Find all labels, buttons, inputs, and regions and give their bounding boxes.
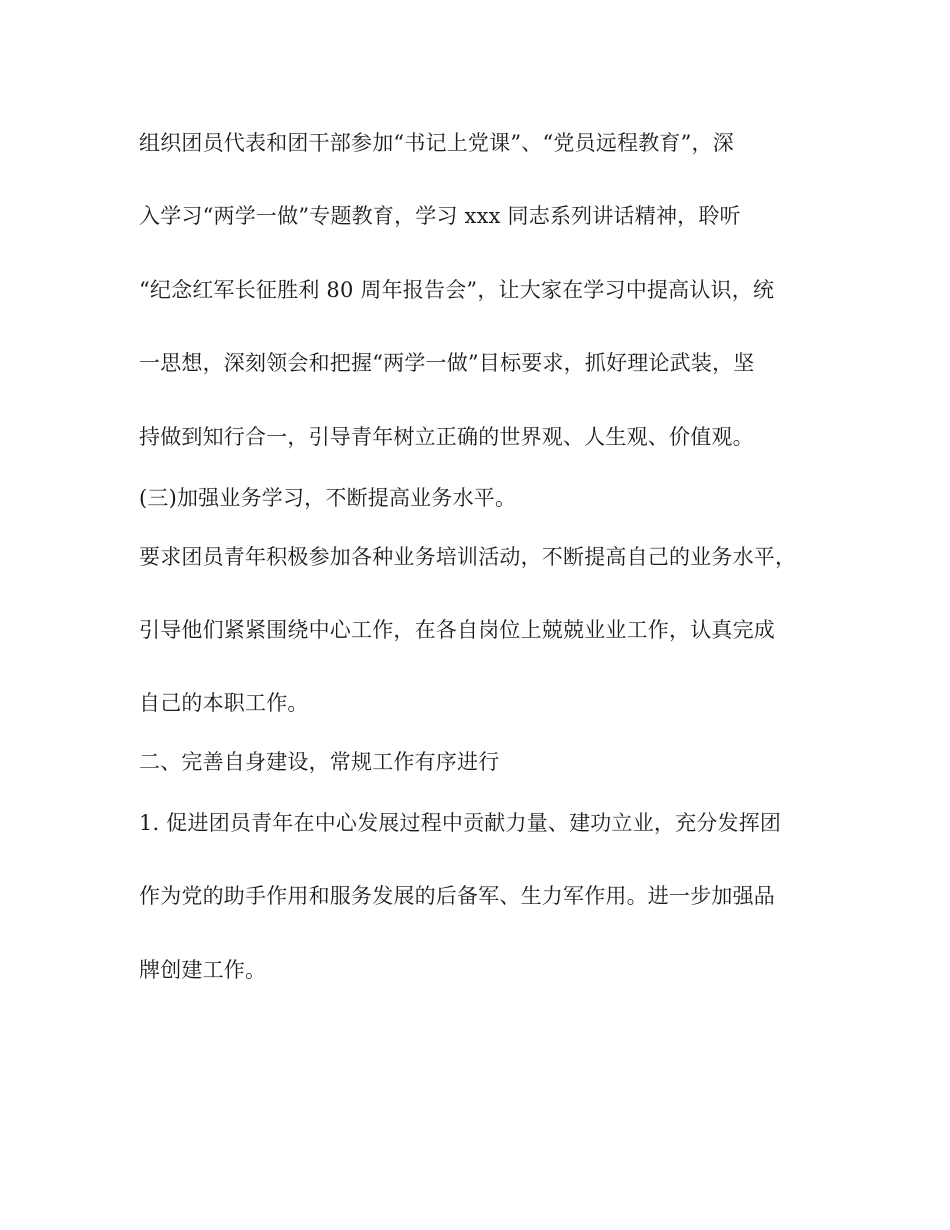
paragraph-line: 组织团员代表和团干部参加“书记上党课”、“党员远程教育”，深	[139, 131, 734, 155]
paragraph-line: 1. 促进团员青年在中心发展过程中贡献力量、建功立业，充分发挥团	[139, 811, 782, 835]
paragraph-line: 持做到知行合一，引导青年树立正确的世界观、人生观、价值观。	[139, 425, 754, 449]
paragraph-line: 入学习“两学一做”专题教育，学习 xxx 同志系列讲话精神，聆听	[139, 204, 741, 228]
paragraph-line: “纪念红军长征胜利 80 周年报告会”，让大家在学习中提高认识，统	[139, 278, 775, 302]
paragraph-line: 要求团员青年积极参加各种业务培训活动，不断提高自己的业务水平，	[139, 545, 797, 569]
paragraph-line: 牌创建工作。	[139, 958, 267, 982]
section-heading: 二、完善自身建设，常规工作有序进行	[139, 750, 500, 774]
section-heading: (三)加强业务学习，不断提高业务水平。	[139, 486, 517, 510]
paragraph-line: 自己的本职工作。	[139, 691, 309, 715]
paragraph-line: 引导他们紧紧围绕中心工作，在各自岗位上兢兢业业工作，认真完成	[139, 618, 775, 642]
paragraph-line: 作为党的助手作用和服务发展的后备军、生力军作用。进一步加强品	[139, 884, 775, 908]
paragraph-line: 一思想，深刻领会和把握“两学一做”目标要求，抓好理论武装，坚	[139, 351, 755, 375]
